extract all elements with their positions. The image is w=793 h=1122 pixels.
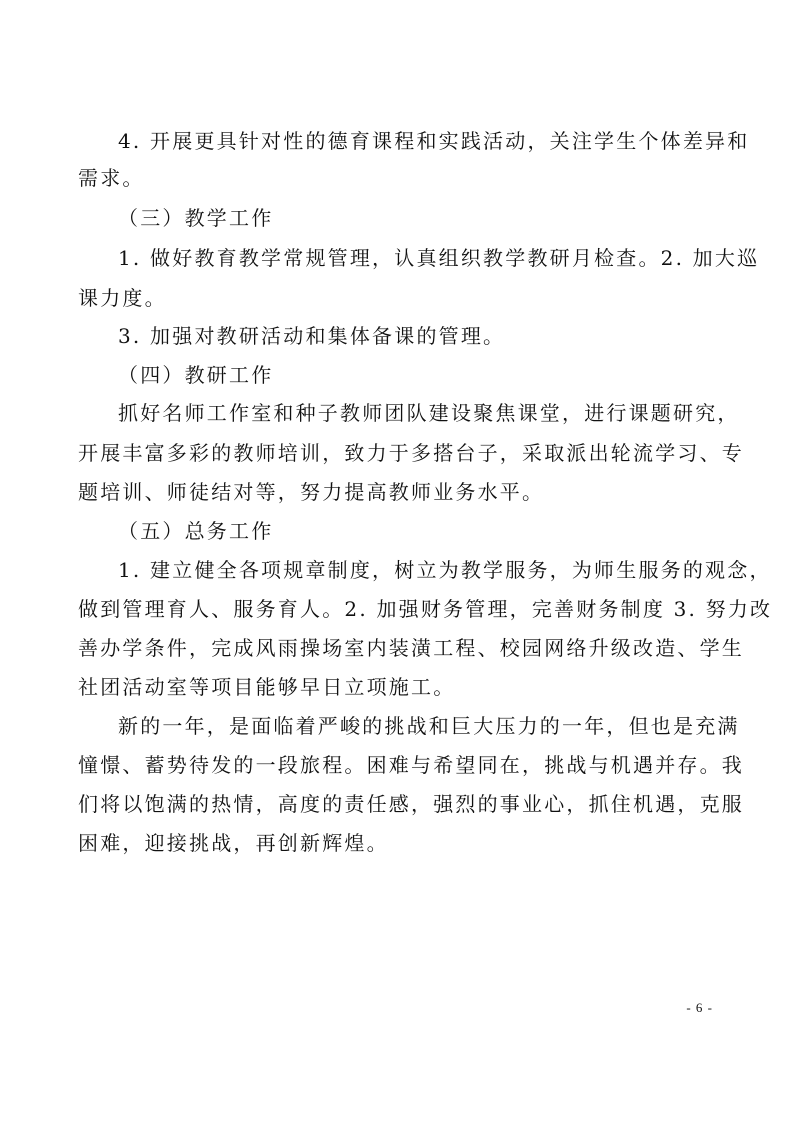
text-line: 1. 做好教育教学常规管理，认真组织教学教研月检查。2. 加大巡 (118, 246, 760, 270)
text-line: 抓好名师工作室和种子教师团队建设聚焦课堂，进行课题研究， (118, 401, 740, 425)
text-line: 做到管理育人、服务育人。2. 加强财务管理，完善财务制度 3. 努力改 (78, 597, 773, 621)
page-number: - 6 - (686, 1000, 713, 1015)
section-heading: （五）总务工作 (118, 519, 274, 543)
text-line: 题培训、师徒结对等，努力提高教师业务水平。 (78, 480, 545, 504)
text-line: 憧憬、蓄势待发的一段旅程。困难与希望同在，挑战与机遇并存。我 (78, 753, 744, 777)
text-line: 开展丰富多彩的教师培训，致力于多搭台子，采取派出轮流学习、专 (78, 441, 744, 465)
text-line: 社团活动室等项目能够早日立项施工。 (78, 675, 456, 699)
text-line: 4. 开展更具针对性的德育课程和实践活动，关注学生个体差异和 (118, 129, 750, 153)
text-line: 新的一年，是面临着严峻的挑战和巨大压力的一年，但也是充满 (118, 714, 740, 738)
text-line: 3. 加强对教研活动和集体备课的管理。 (118, 324, 506, 348)
section-heading: （三）教学工作 (118, 206, 274, 230)
section-heading: （四）教研工作 (118, 363, 274, 387)
text-line: 们将以饱满的热情，高度的责任感，强烈的事业心，抓住机遇，克服 (78, 792, 744, 816)
text-line: 1. 建立健全各项规章制度，树立为教学服务，为师生服务的观念， (118, 558, 772, 582)
text-line: 需求。 (78, 166, 145, 190)
text-line: 课力度。 (78, 286, 167, 310)
text-line: 善办学条件，完成风雨操场室内装潢工程、校园网络升级改造、学生 (78, 636, 744, 660)
text-line: 困难，迎接挑战，再创新辉煌。 (78, 831, 389, 855)
